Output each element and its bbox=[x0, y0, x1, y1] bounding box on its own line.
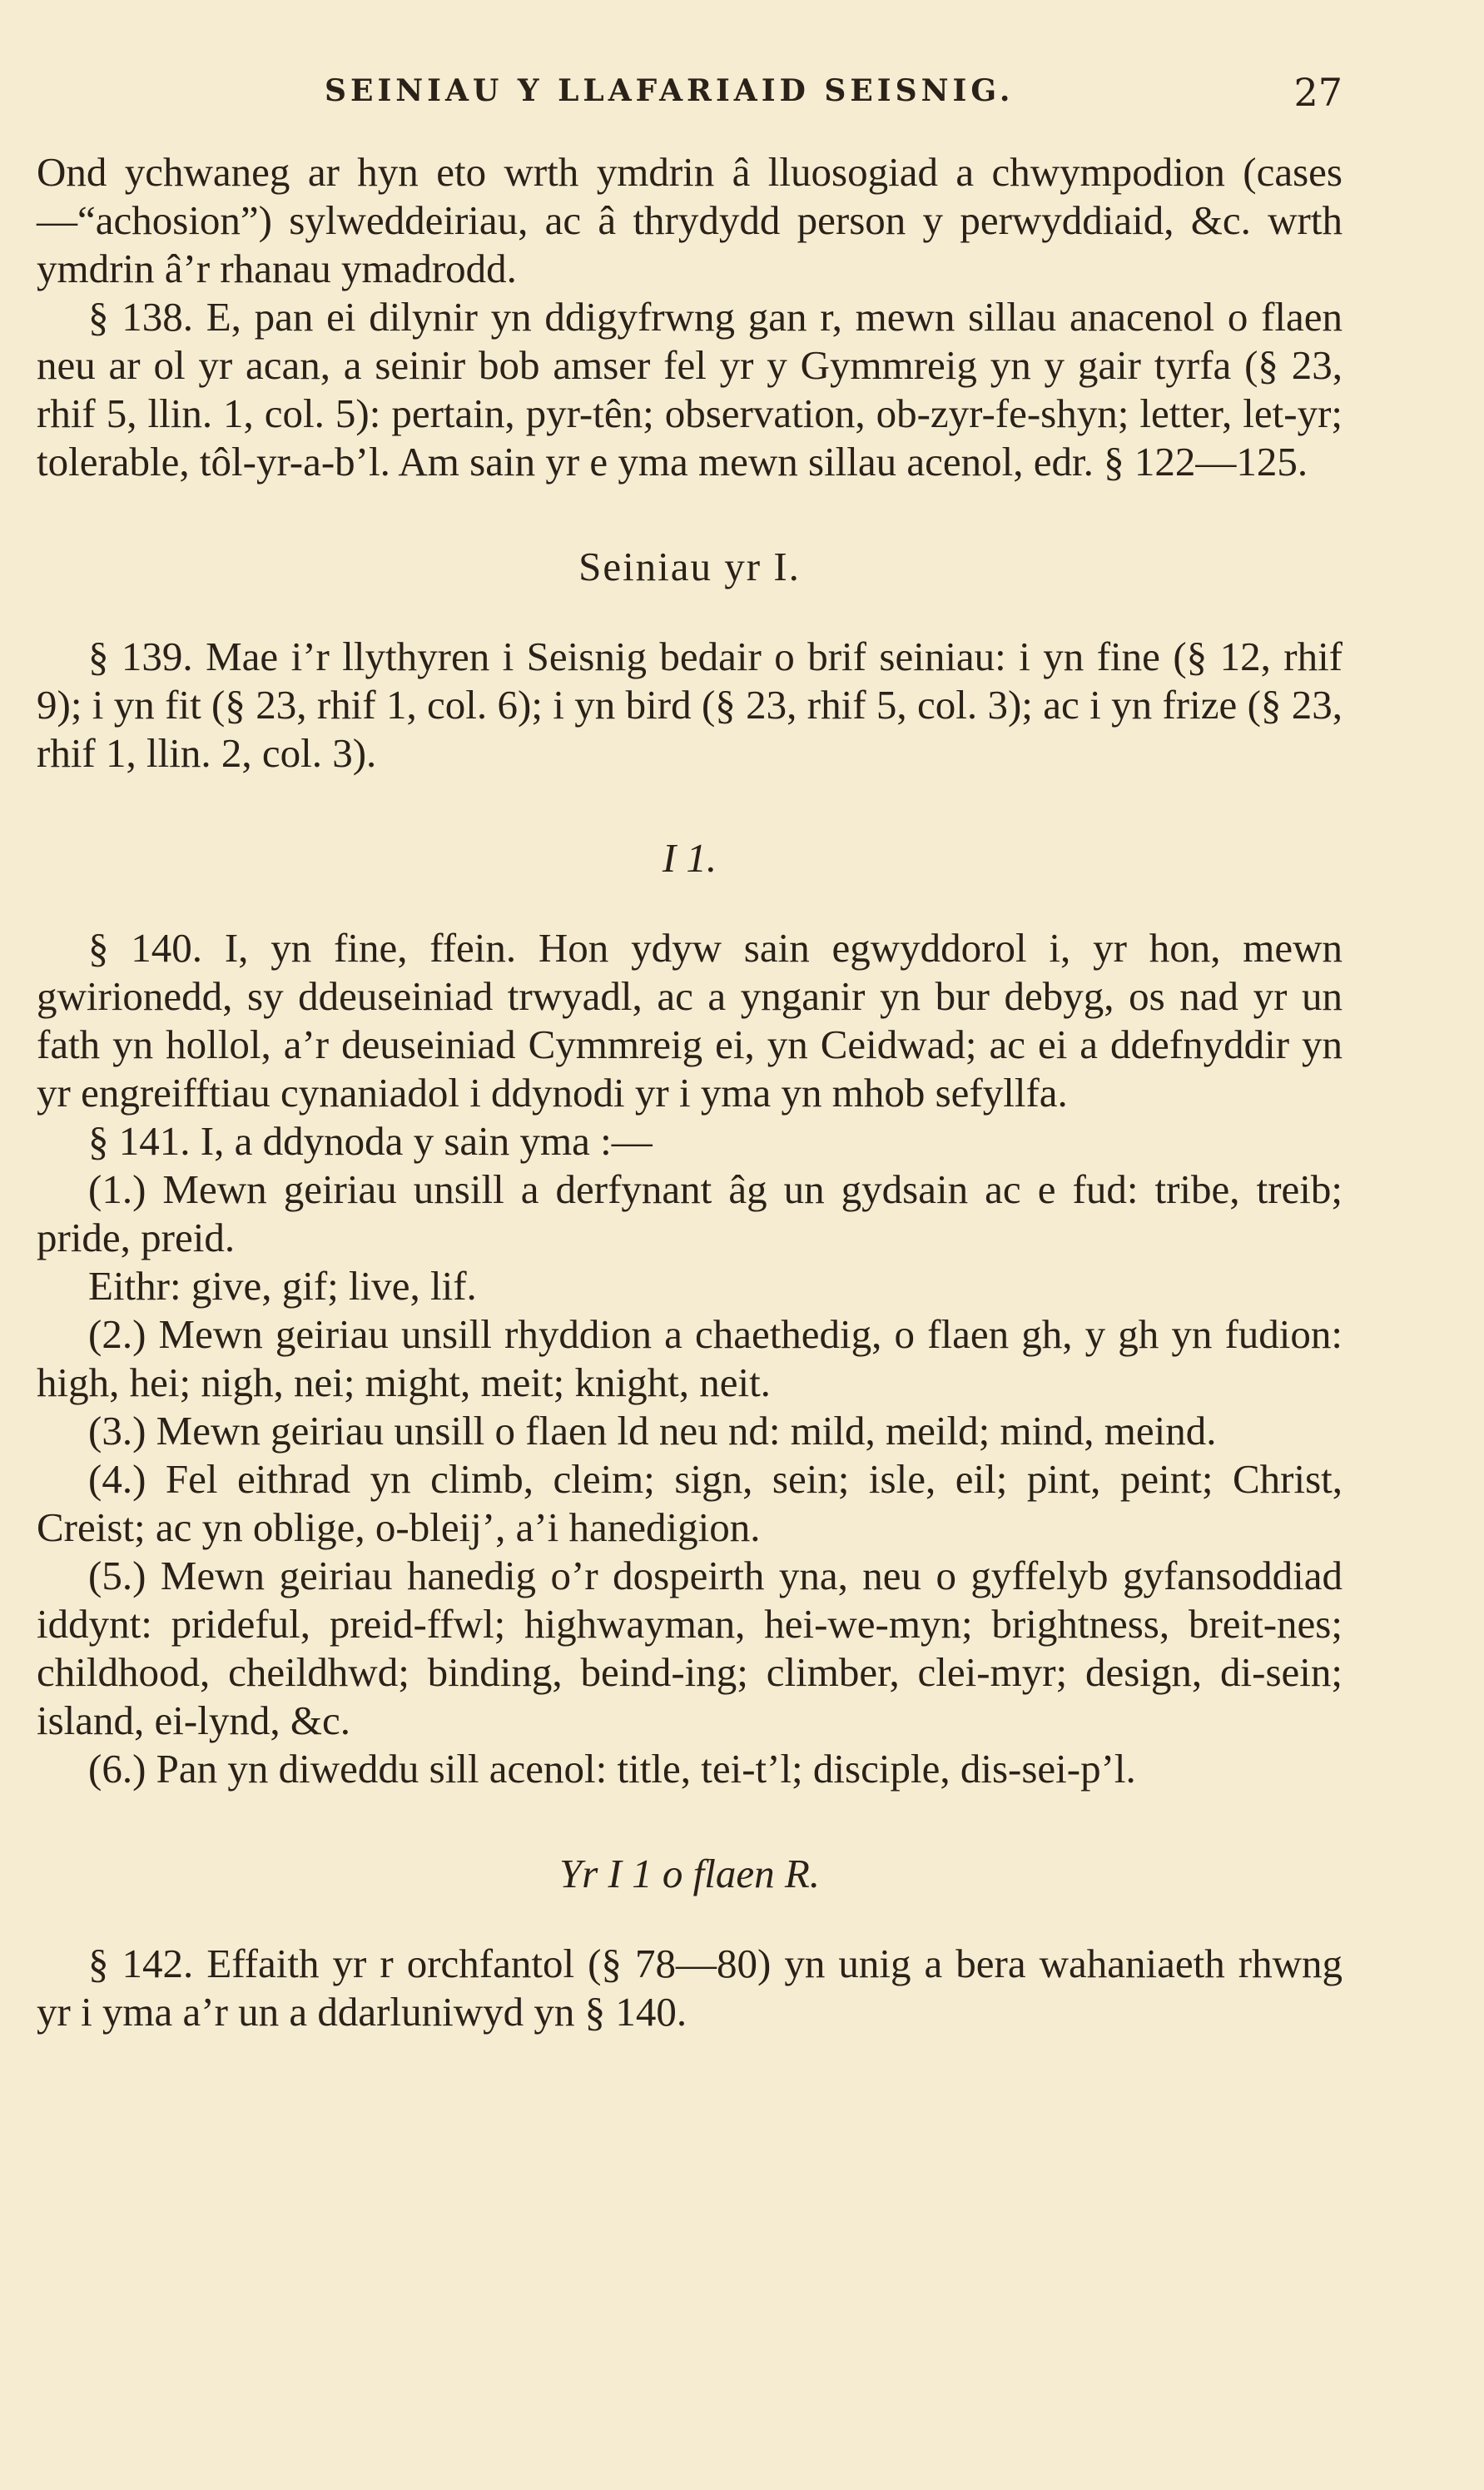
paragraph-continuation: Ond ychwaneg ar hyn eto wrth ymdrin â lluosogiad a chwympodion (cases—“achosion”) sylweddeiriau, ac â thrydydd person y perwyddiaid, &c. wrth ymdrin â’r rhanau ymadrodd. bbox=[37, 149, 1343, 291]
heading-text: I 1. bbox=[662, 835, 717, 881]
list-item-1: (1.) Mewn geiriau unsill a derfynant âg un gydsain ac e fud: tribe, treib; pride, preid. bbox=[37, 1166, 1343, 1260]
list-item-6: (6.) Pan yn diweddu sill acenol: title, tei-t’l; disciple, dis-sei-p’l. bbox=[88, 1746, 1136, 1792]
body-text bbox=[37, 148, 1343, 2036]
running-title: SEINIAU Y LLAFARIAID SEISNIG. bbox=[325, 73, 1015, 108]
list-item-5: (5.) Mewn geiriau hanedig o’r dospeirth yna, neu o gyffelyb gyfansoddiad iddynt: prideful, preid-ffwl; highwayman, hei-we-myn; brightness, breit-nes; childhood, cheildhwd; binding, beind-ing; climber, clei-myr; design, di-sein; island, ei-lynd, &c. bbox=[37, 1553, 1343, 1743]
heading-text: Yr I 1 o flaen R. bbox=[558, 1851, 821, 1896]
list-item-1-exception: Eithr: give, gif; live, lif. bbox=[88, 1263, 477, 1309]
section-heading-i-before-r bbox=[37, 1850, 1343, 1898]
paragraph-141: § 141. I, a ddynoda y sain yma :— bbox=[88, 1118, 653, 1164]
page-number: 27 bbox=[1293, 70, 1343, 115]
heading-text: Seiniau yr I. bbox=[578, 544, 801, 589]
paragraph-142: § 142. Effaith yr r orchfantol (§ 78—80) yn unig a bera wahaniaeth rhwng yr i yma a’r un a ddarluniwyd yn § 140. bbox=[37, 1941, 1343, 2035]
paragraph-139: § 139. Mae i’r llythyren i Seisnig bedair o brif seiniau: i yn fine (§ 12, rhif 9); i yn fit (§ 23, rhif 1, col. 6); i yn bird (§ 23, rhif 5, col. 3); ac i yn frize (§ 23, rhif 1, llin. 2, col. 3). bbox=[37, 634, 1343, 776]
list-item-2: (2.) Mewn geiriau unsill rhyddion a chaethedig, o flaen gh, y gh yn fudion: high, hei; nigh, nei; might, meit; knight, neit. bbox=[37, 1311, 1343, 1405]
paragraph-140: § 140. I, yn fine, ffein. Hon ydyw sain egwyddorol i, yr hon, mewn gwirionedd, sy ddeuseiniad trwyadl, ac a ynganir yn bur debyg, os nad yr un fath yn hollol, a’r deuseiniad Cymmreig ei, yn Ceidwad; ac ei a ddefnyddir yn yr engreifftiau cynaniadol i ddynodi yr i yma yn mhob sefyllfa. bbox=[37, 925, 1343, 1116]
paragraph-138: § 138. E, pan ei dilynir yn ddigyfrwng gan r, mewn sillau anacenol o flaen neu ar ol yr acan, a seinir bob amser fel yr y Gymmreig yn y gair tyrfa (§ 23, rhif 5, llin. 1, col. 5): pertain, pyr-tên; observation, ob-zyr-fe-shyn; letter, let-yr; tolerable, tôl-yr-a-b’l. Am sain yr e yma mewn sillau acenol, edr. § 122—125. bbox=[37, 294, 1343, 485]
list-item-4: (4.) Fel eithrad yn climb, cleim; sign, sein; isle, eil; pint, peint; Christ, Creist; ac yn oblige, o-bleij’, a’i hanedigion. bbox=[37, 1456, 1343, 1550]
section-heading-seiniau-yr-i bbox=[37, 543, 1343, 591]
section-heading-i-1 bbox=[37, 834, 1343, 882]
list-item-3: (3.) Mewn geiriau unsill o flaen ld neu nd: mild, meild; mind, meind. bbox=[88, 1408, 1217, 1454]
page-header bbox=[37, 70, 1343, 148]
